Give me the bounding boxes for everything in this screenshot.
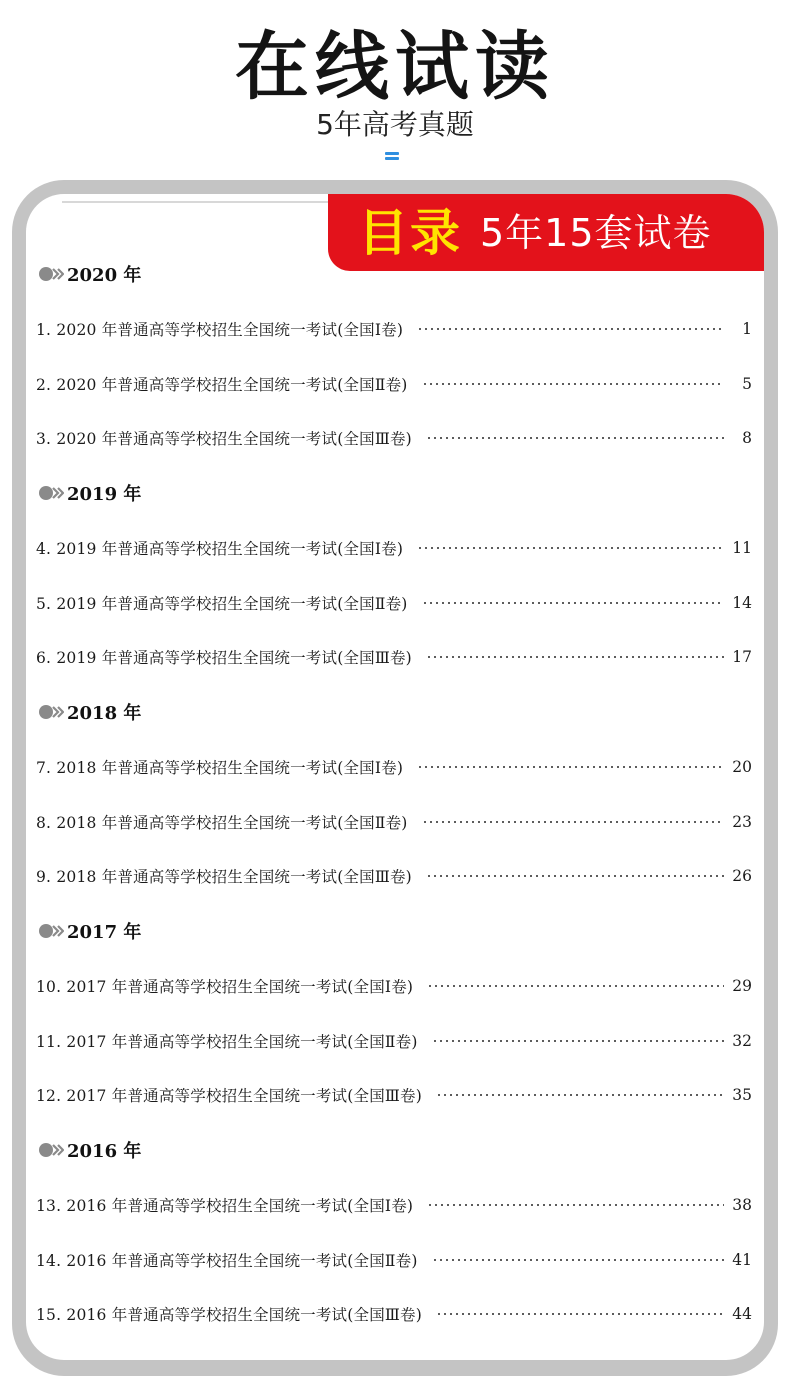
toc-entry-title: 15. 2016 年普通高等学校招生全国统一考试(全国Ⅲ卷) — [36, 1306, 422, 1325]
page-subtitle: 5年高考真题 — [316, 108, 474, 141]
dot-leader — [432, 1040, 724, 1042]
toc-entry[interactable] — [36, 371, 752, 397]
section-year: 2019 年 — [67, 484, 142, 505]
toc-entry-title: 14. 2016 年普通高等学校招生全国统一考试(全国Ⅱ卷) — [36, 1251, 418, 1270]
section-heading — [38, 261, 141, 287]
toc-entry-title: 10. 2017 年普通高等学校招生全国统一考试(全国Ⅰ卷) — [36, 978, 414, 996]
toc-entry-page: 14 — [732, 593, 752, 612]
toc-entry[interactable] — [36, 863, 752, 889]
toc-entry-page: 20 — [732, 758, 752, 776]
toc-entry-title: 8. 2018 年普通高等学校招生全国统一考试(全国Ⅱ卷) — [36, 813, 408, 832]
double-chevron-bullet-icon — [38, 266, 64, 282]
toc-entry[interactable] — [36, 1247, 752, 1273]
table-of-contents — [26, 194, 764, 1360]
toc-entry-page: 1 — [742, 320, 752, 338]
dot-leader — [426, 437, 724, 439]
dot-leader — [426, 875, 724, 877]
toc-entry[interactable] — [36, 973, 752, 999]
toc-entry-page: 11 — [732, 539, 752, 557]
page-title: 在线试读 — [235, 24, 555, 110]
dot-leader — [436, 1313, 724, 1315]
toc-entry[interactable] — [36, 1192, 752, 1218]
toc-entry-title: 7. 2018 年普通高等学校招生全国统一考试(全国Ⅰ卷) — [36, 759, 404, 777]
toc-entry-title: 9. 2018 年普通高等学校招生全国统一考试(全国Ⅲ卷) — [36, 868, 412, 887]
dot-leader — [422, 821, 724, 823]
dot-leader — [422, 602, 724, 604]
toc-entry[interactable] — [36, 644, 752, 670]
toc-entry[interactable] — [36, 535, 752, 561]
section-heading — [38, 1137, 141, 1163]
section-year: 2016 年 — [67, 1141, 142, 1162]
toc-entry-title: 11. 2017 年普通高等学校招生全国统一考试(全国Ⅱ卷) — [36, 1032, 418, 1051]
toc-entry-title: 5. 2019 年普通高等学校招生全国统一考试(全国Ⅱ卷) — [36, 594, 408, 613]
toc-entry-title: 12. 2017 年普通高等学校招生全国统一考试(全国Ⅲ卷) — [36, 1087, 422, 1106]
toc-entry-page: 8 — [742, 429, 752, 448]
dot-leader — [417, 547, 724, 549]
section-heading — [38, 480, 141, 506]
toc-entry[interactable] — [36, 754, 752, 780]
toc-entry-page: 29 — [732, 977, 752, 995]
toc-entry[interactable] — [36, 316, 752, 342]
double-chevron-bullet-icon — [38, 923, 64, 939]
dot-leader — [436, 1094, 724, 1096]
dot-leader — [427, 1204, 724, 1206]
dot-leader — [426, 656, 724, 658]
banner-title: 目录 — [358, 203, 462, 262]
dot-leader — [432, 1259, 724, 1261]
section-heading — [38, 918, 141, 944]
toc-entry-page: 44 — [732, 1305, 752, 1324]
toc-entry-title: 3. 2020 年普通高等学校招生全国统一考试(全国Ⅲ卷) — [36, 430, 412, 449]
double-chevron-bullet-icon — [38, 704, 64, 720]
dot-leader — [417, 766, 724, 768]
toc-entry-title: 4. 2019 年普通高等学校招生全国统一考试(全国Ⅰ卷) — [36, 540, 404, 558]
toc-entry[interactable] — [36, 809, 752, 835]
section-year: 2018 年 — [67, 703, 142, 724]
section-year: 2017 年 — [67, 922, 142, 943]
section-heading — [38, 699, 141, 725]
toc-entry-page: 26 — [732, 867, 752, 886]
dot-leader — [422, 383, 724, 385]
toc-entry-title: 13. 2016 年普通高等学校招生全国统一考试(全国Ⅰ卷) — [36, 1197, 414, 1215]
toc-entry[interactable] — [36, 1028, 752, 1054]
toc-entry-page: 23 — [732, 812, 752, 831]
toc-entry-page: 5 — [742, 374, 752, 393]
toc-card — [26, 194, 764, 1360]
toc-entry-page: 35 — [732, 1086, 752, 1105]
toc-entry[interactable] — [36, 590, 752, 616]
toc-entry-page: 17 — [732, 648, 752, 667]
banner-subtitle: 5年15套试卷 — [480, 210, 712, 255]
double-chevron-bullet-icon — [38, 485, 64, 501]
toc-entry[interactable] — [36, 1082, 752, 1108]
toc-entry-page: 38 — [732, 1196, 752, 1214]
toc-entry-title: 1. 2020 年普通高等学校招生全国统一考试(全国Ⅰ卷) — [36, 321, 404, 339]
page-header — [0, 0, 790, 175]
toc-entry-title: 6. 2019 年普通高等学校招生全国统一考试(全国Ⅲ卷) — [36, 649, 412, 668]
toc-entry-page: 41 — [732, 1250, 752, 1269]
toc-entry-page: 32 — [732, 1031, 752, 1050]
menu-lines-icon — [385, 152, 399, 164]
toc-entry[interactable] — [36, 425, 752, 451]
toc-entry[interactable] — [36, 1301, 752, 1327]
dot-leader — [417, 328, 724, 330]
double-chevron-bullet-icon — [38, 1142, 64, 1158]
toc-entry-title: 2. 2020 年普通高等学校招生全国统一考试(全国Ⅱ卷) — [36, 375, 408, 394]
section-year: 2020 年 — [67, 265, 142, 286]
dot-leader — [427, 985, 724, 987]
